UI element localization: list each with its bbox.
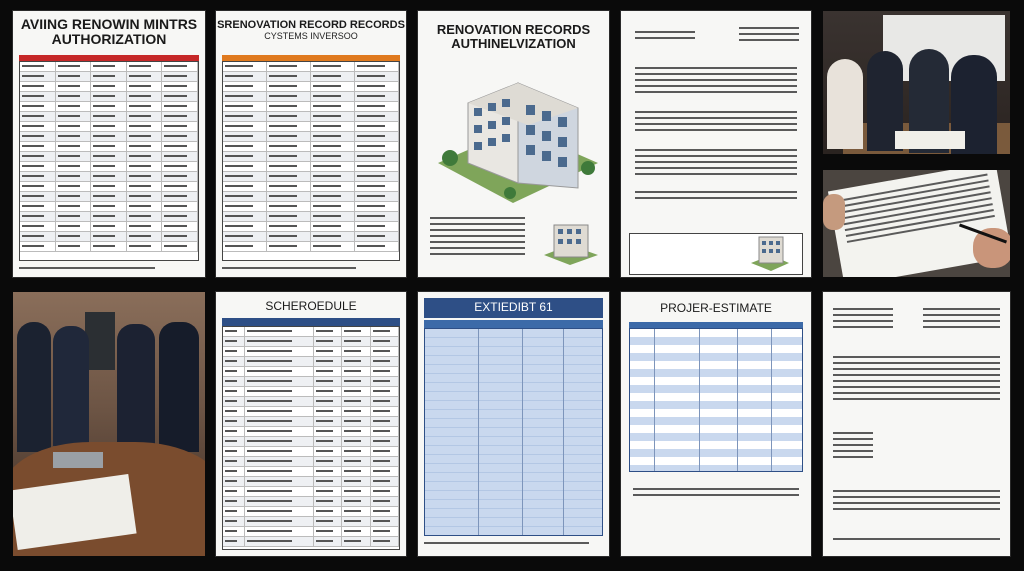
- data-table: [222, 61, 400, 261]
- document-title: AVIING RENOWIN MINTRS AUTHORIZATION: [20, 16, 198, 48]
- signature-line: [833, 538, 1000, 544]
- paper-lines: [840, 174, 996, 247]
- table-header-band: [222, 318, 400, 326]
- letter-address-lines: [739, 27, 799, 45]
- wall-art: [85, 312, 115, 370]
- document-title: SRENOVATION RECORD RECORDS: [217, 19, 405, 31]
- papers: [895, 131, 965, 149]
- document-title: EXTIEDIBT 61: [474, 300, 553, 314]
- blue-table: [424, 328, 603, 536]
- person: [117, 324, 155, 444]
- data-table: [19, 61, 199, 261]
- footer-text-lines: [222, 267, 356, 273]
- letter-body-paragraph-2: [635, 111, 797, 135]
- person: [53, 326, 89, 446]
- summary-text-lines: [633, 488, 799, 500]
- person: [827, 59, 863, 149]
- letter-body-paragraph-1: [635, 67, 797, 97]
- building-illustration: [418, 63, 609, 213]
- document-thumbnail-records[interactable]: [216, 11, 406, 277]
- meeting-photo: [823, 11, 1010, 154]
- form-right-lines: [923, 308, 1000, 332]
- signing-document-photo: [823, 170, 1010, 277]
- form-list-lines: [833, 432, 873, 462]
- document-thumbnail-form[interactable]: [823, 292, 1010, 556]
- document-thumbnail-schedule[interactable]: [216, 292, 406, 556]
- letter-header-lines: [635, 31, 695, 43]
- data-table: [222, 326, 400, 550]
- person: [17, 322, 51, 452]
- letter-body-paragraph-3: [635, 149, 797, 179]
- document-thumbnail-authorization[interactable]: [13, 11, 205, 277]
- document-subtitle: CYSTEMS INVERSOO: [264, 31, 358, 42]
- person: [159, 322, 199, 452]
- document-thumbnail-estimate[interactable]: [621, 292, 811, 556]
- blue-table: [629, 328, 803, 472]
- laptop: [53, 452, 103, 468]
- footer-text-lines: [19, 267, 155, 273]
- building-thumbnail: [540, 215, 600, 267]
- document-title: RENOVATION RECORDS AUTHINELVIZATION: [436, 22, 591, 52]
- letter-body-paragraph-4: [635, 191, 797, 203]
- document-title: SCHEROEDULE: [265, 299, 357, 313]
- form-body-lines: [833, 356, 1000, 404]
- document-thumbnail-building[interactable]: [418, 11, 609, 277]
- document-title: PROJER-ESTIMATE: [660, 301, 772, 315]
- office-meeting-photo: [13, 292, 205, 556]
- hand-left: [823, 194, 845, 230]
- footer-text-lines: [424, 542, 589, 548]
- form-fields: [833, 490, 1000, 514]
- building-thumbnail: [749, 231, 791, 273]
- form-lines: [430, 217, 525, 259]
- document-thumbnail-exhibit[interactable]: [418, 292, 609, 556]
- document-thumbnail-letter[interactable]: [621, 11, 811, 277]
- column-headers: [424, 320, 603, 328]
- form-header-lines: [833, 308, 893, 332]
